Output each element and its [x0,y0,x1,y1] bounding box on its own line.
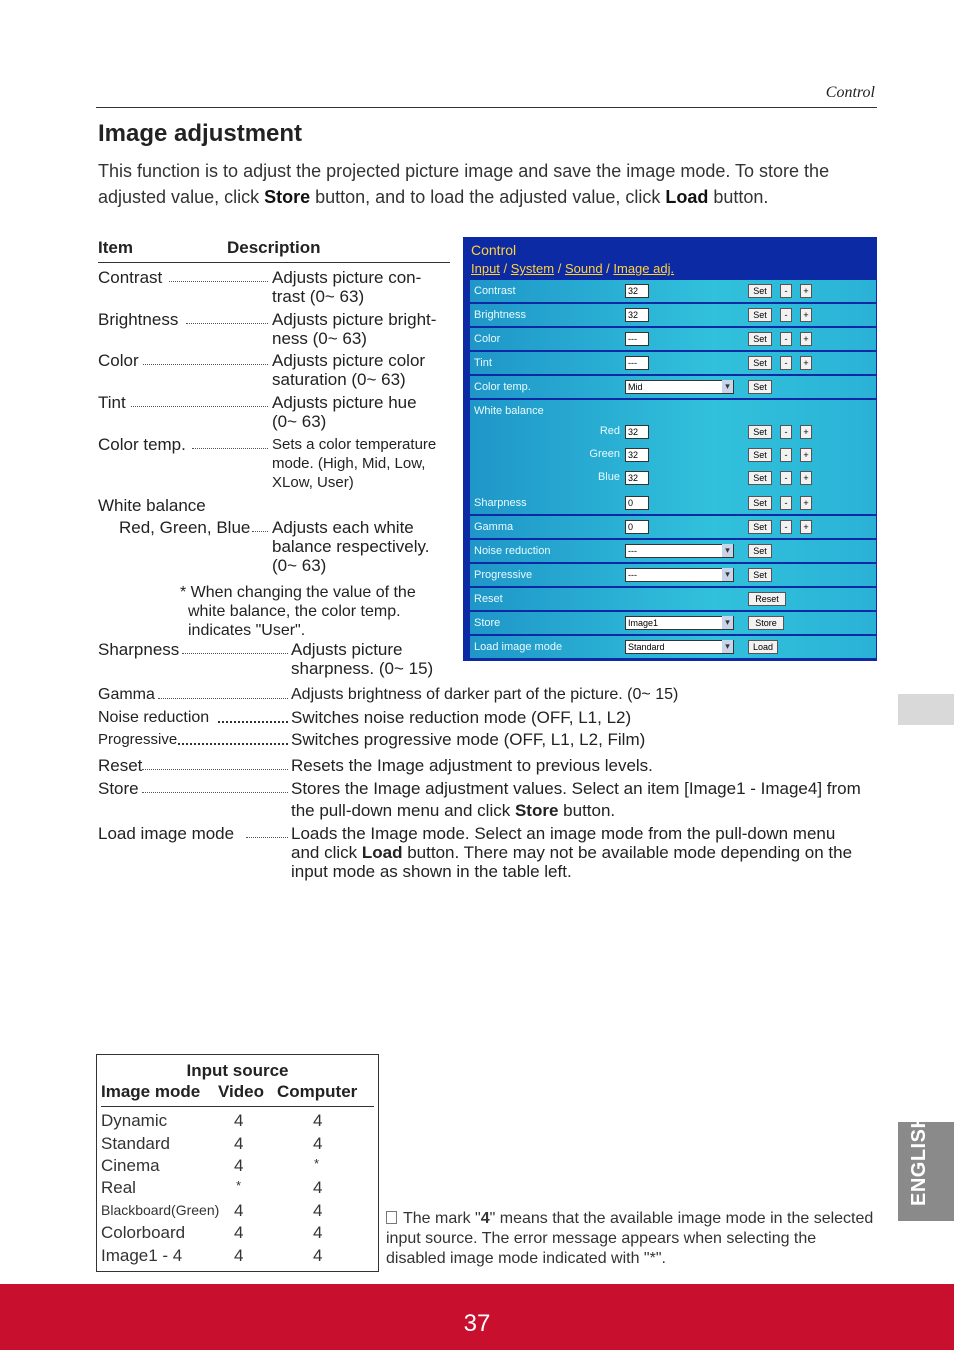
item-rgb: Red, Green, Blue Adjusts each white balance respectively. (0~ 63) [119,518,430,575]
progressive-select[interactable]: --- ▾ [625,568,734,582]
panel-row-contrast: Contrast 32 Set - + [470,280,876,302]
tint-input[interactable]: --- [625,356,649,370]
blue-minus-button[interactable]: - [780,471,792,485]
col-header-description: Description [227,238,321,257]
white-balance-note: * When changing the value of the white balance, the color temp. indicates "User". [180,584,416,639]
table-row: Standard [101,1134,170,1153]
panel-tabs: Input / System / Sound / Image adj. [471,261,675,276]
color-input[interactable]: --- [625,332,649,346]
table-row: Blackboard(Green) [101,1202,220,1218]
contrast-set-button[interactable]: Set [748,284,772,298]
sharpness-plus-button[interactable]: + [800,496,812,510]
page-number: 37 [463,1310,491,1337]
brightness-plus-button[interactable]: + [800,308,812,322]
item-color: Color Adjusts picture color saturation (0~ 63) [98,351,426,389]
item-reset: Reset Resets the Image adjustment to previous levels. [98,756,653,775]
tab-input[interactable]: Input [471,261,500,276]
green-input[interactable]: 32 [625,448,649,462]
sharpness-input[interactable]: 0 [625,496,649,510]
red-plus-button[interactable]: + [800,425,812,439]
gamma-minus-button[interactable]: - [780,520,792,534]
panel-row-color: Color --- Set - + [470,328,876,350]
side-tab [898,694,954,725]
panel-row-progressive: Progressive --- ▾ Set [470,564,876,586]
contrast-input[interactable]: 32 [625,284,649,298]
contrast-plus-button[interactable]: + [800,284,812,298]
tab-system[interactable]: System [510,261,555,276]
brightness-set-button[interactable]: Set [748,308,772,322]
table-rule [98,262,450,263]
noise-reduction-set-button[interactable]: Set [748,544,772,558]
color-set-button[interactable]: Set [748,332,772,346]
panel-title: Control [471,242,517,258]
brightness-input[interactable]: 32 [625,308,649,322]
blue-set-button[interactable]: Set [748,471,772,485]
panel-row-reset: Reset Reset [470,588,876,610]
noise-reduction-select[interactable]: --- ▾ [625,544,734,558]
load-image-mode-select[interactable]: Standard ▾ [625,640,734,654]
blue-input[interactable]: 32 [625,471,649,485]
gamma-plus-button[interactable]: + [800,520,812,534]
item-progressive: Progressive Switches progressive mode (OFF, L1, L2, Film) [98,730,646,749]
tab-image-adj[interactable]: Image adj. [613,261,675,276]
panel-row-color-temp: Color temp. Mid ▾ Set [470,376,876,398]
section-label: Control [825,84,875,101]
input-source-table: Input source Image mode Video Computer Dynamic 4 4 Standard 4 4 Cinema 4 * Real * 4 Blackboard(Green) 4 4 Colorboard 4 4 Image1 - 4 4 4 [96,1054,379,1272]
panel-row-tint: Tint --- Set - + [470,352,876,374]
mark-note: The mark "4" means that the available image mode in the selected input source. The error message appears when selecting the disabled image mode indicated with "*". [386,1210,874,1267]
gamma-input[interactable]: 0 [625,520,649,534]
intro-text: This function is to adjust the projected picture image and save the image mode. To store the adjusted value, click Store button, and to load the adjusted value, click Load button. [98,161,830,207]
panel-row-sharpness: Sharpness 0 Set - + [470,492,876,514]
table-row: Colorboard [101,1223,186,1242]
load-button[interactable]: Load [748,640,778,654]
red-minus-button[interactable]: - [780,425,792,439]
red-set-button[interactable]: Set [748,425,772,439]
panel-row-store: Store Image1 ▾ Store [470,612,876,634]
green-minus-button[interactable]: - [780,448,792,462]
tint-set-button[interactable]: Set [748,356,772,370]
red-input[interactable]: 32 [625,425,649,439]
col-image-mode: Image mode [101,1082,201,1101]
item-tint: Tint Adjusts picture hue (0~ 63) [98,393,417,431]
item-gamma: Gamma Adjusts brightness of darker part of the picture. (0~ 15) [98,686,679,703]
color-temp-select[interactable]: Mid ▾ [625,380,734,394]
color-plus-button[interactable]: + [800,332,812,346]
item-brightness: Brightness Adjusts picture bright- ness (0~ 63) [98,310,437,348]
control-panel-screenshot [463,237,877,661]
page-title: Image adjustment [98,120,303,147]
tab-sound[interactable]: Sound [564,261,603,276]
input-source-title: Input source [186,1061,289,1080]
item-contrast: Contrast Adjusts picture con- trast (0~ 63) [98,268,422,306]
contrast-minus-button[interactable]: - [780,284,792,298]
reset-button[interactable]: Reset [748,592,786,606]
col-header-item: Item [98,238,133,257]
table-row: Image1 - 4 [101,1246,183,1265]
store-select[interactable]: Image1 ▾ [625,616,734,630]
item-sharpness: Sharpness Adjusts picture sharpness. (0~ 15) [98,640,434,678]
blue-plus-button[interactable]: + [800,471,812,485]
item-load-image-mode: Load image mode Loads the Image mode. Select an image mode from the pull-down menu and click Load button. There may not be available mode depending on the input mode as shown in the table left. [98,824,853,881]
brightness-minus-button[interactable]: - [780,308,792,322]
sharpness-set-button[interactable]: Set [748,496,772,510]
item-store: Store Stores the Image adjustment values. Select an item [Image1 - Image4] from the pull-down menu and click Store button. [98,779,861,820]
green-set-button[interactable]: Set [748,448,772,462]
green-plus-button[interactable]: + [800,448,812,462]
color-minus-button[interactable]: - [780,332,792,346]
store-button[interactable]: Store [748,616,784,630]
tint-minus-button[interactable]: - [780,356,792,370]
panel-row-brightness: Brightness 32 Set - + [470,304,876,326]
item-white-balance: White balance [98,496,206,515]
panel-row-gamma: Gamma 0 Set - + [470,516,876,538]
item-noise-reduction: Noise reduction Switches noise reduction mode (OFF, L1, L2) [98,708,632,727]
panel-row-white-balance: White balance Red 32 Set - + Green 32 Set - + Blue 32 Set - + [470,400,876,492]
item-color-temp: Color temp. Sets a color temperature mode. (High, Mid, Low, XLow, User) [98,435,437,491]
footer-bar [0,1284,954,1350]
sharpness-minus-button[interactable]: - [780,496,792,510]
checkbox-icon [386,1211,397,1224]
table-row: Real [101,1178,136,1197]
header-rule [96,107,877,108]
table-row: Dynamic [101,1111,168,1130]
progressive-set-button[interactable]: Set [748,568,772,582]
color-temp-set-button[interactable]: Set [748,380,772,394]
english-tab: ENGLISH [898,1122,954,1221]
gamma-set-button[interactable]: Set [748,520,772,534]
col-computer: Computer [277,1082,358,1101]
col-video: Video [218,1082,264,1101]
tint-plus-button[interactable]: + [800,356,812,370]
table-row: Cinema [101,1156,160,1175]
panel-row-noise-reduction: Noise reduction --- ▾ Set [470,540,876,562]
panel-row-load-image-mode: Load image mode Standard ▾ Load [470,636,876,658]
